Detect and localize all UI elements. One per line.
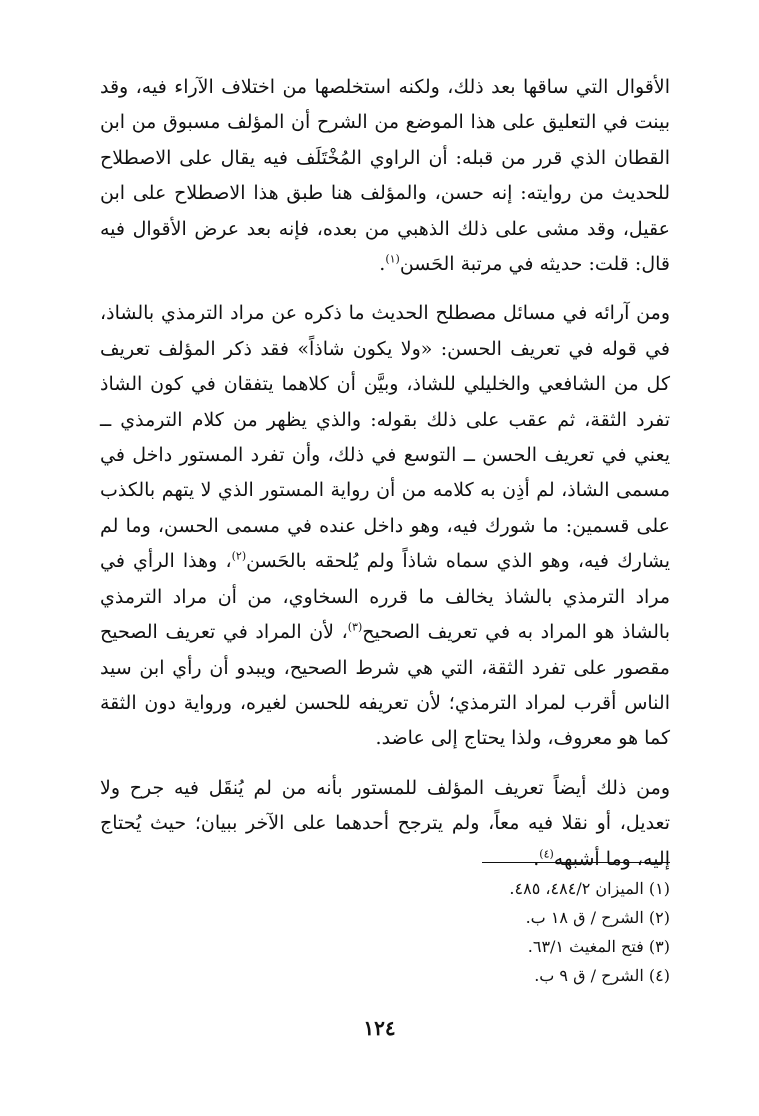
footnote-2: (٢) الشرح / ق ١٨ ب. xyxy=(525,908,670,927)
footnote-ref-2: (٢) xyxy=(231,549,247,563)
page-number: ١٢٤ xyxy=(363,1016,396,1040)
paragraph-2 xyxy=(100,296,670,756)
footnote-1: (١) الميزان ٤٨٤/٢، ٤٨٥. xyxy=(509,879,670,898)
paragraph-3 xyxy=(100,771,670,877)
footnote-ref-3: (٣) xyxy=(347,620,363,634)
paragraph-2-text: ومن آرائه في مسائل مصطلح الحديث ما ذكره عن مراد الترمذي بالشاذ، في قوله في تعريف الحسن: «ولا يكون شاذاً» فقد ذكر المؤلف تعريف كل من الشافعي والخليلي للشاذ، وبيَّن أن كلاهما يتفقان في كون الشاذ تفرد الثقة، ثم عقب على ذلك بقوله: والذي يظهر من كلام الترمذي ــ يعني في تعريف الحسن ــ التوسع في ذلك، وأن تفرد المستور داخل في مسمى الشاذ، لم أذِن به كلامه من أن رواية المستور الذي لا يتهم بالكذب على قسمين: ما شورك فيه، وهو داخل عنده في مسمى الحسن، وما لم يشارك فيه، وهو الذي سماه شاذاً ولم يُلحقه بالحَسن xyxy=(100,302,670,573)
footnote-4: (٤) الشرح / ق ٩ ب. xyxy=(534,966,670,985)
paragraph-2-end: ، لأن المراد في تعريف الصحيح مقصور على تفرد الثقة، التي هي شرط الصحيح، ويبدو أن رأي ابن سيد الناس أقرب لمراد الترمذي؛ لأن تعريفه للحسن لغيره، ورواية دون الثقة كما هو معروف، ولذا يحتاج إلى عاضد. xyxy=(100,621,670,750)
footnote-3: (٣) فتح المغيث ٦٣/١. xyxy=(527,937,670,956)
paragraph-1-text: الأقوال التي ساقها بعد ذلك، ولكنه استخلصها من اختلاف الآراء فيه، وقد بينت في التعليق على هذا الموضع من الشرح أن المؤلف مسبوق من ابن القطان الذي قرر من قبله: أن الراوي المُخْتَلَف فيه يقال على الاصطلاح للحديث من روايته: إنه حسن، والمؤلف هنا طبق هذا الاصطلاح على ابن عقيل، وقد مشى على ذلك الذهبي من بعده، فإنه بعد عرض الأقوال فيه قال: قلت: حديثه في مرتبة الحَسن xyxy=(100,76,670,276)
footnotes xyxy=(370,874,670,990)
main-text xyxy=(100,70,670,877)
footnote-separator xyxy=(482,862,670,863)
paragraph-3-end: . xyxy=(533,847,540,870)
paragraph-3-text: ومن ذلك أيضاً تعريف المؤلف للمستور بأنه من لم يُنقَل فيه جرح ولا تعديل، أو نقلا فيه معاً، ولم يترجح أحدهما على الآخر ببيان؛ حيث يُحتاج إليه، وما أشبهه xyxy=(100,776,670,870)
paragraph-2-middle: ، وهذا الرأي في مراد الترمذي بالشاذ يخالف ما قرره السخاوي، من أن مراد الترمذي بالشاذ هو المراد به في تعريف الصحيح xyxy=(100,550,671,644)
footnote-ref-1: (١) xyxy=(385,252,400,266)
paragraph-1-end: . xyxy=(379,253,386,276)
footnote-ref-4: (٤) xyxy=(539,847,554,861)
paragraph-1 xyxy=(100,70,670,282)
